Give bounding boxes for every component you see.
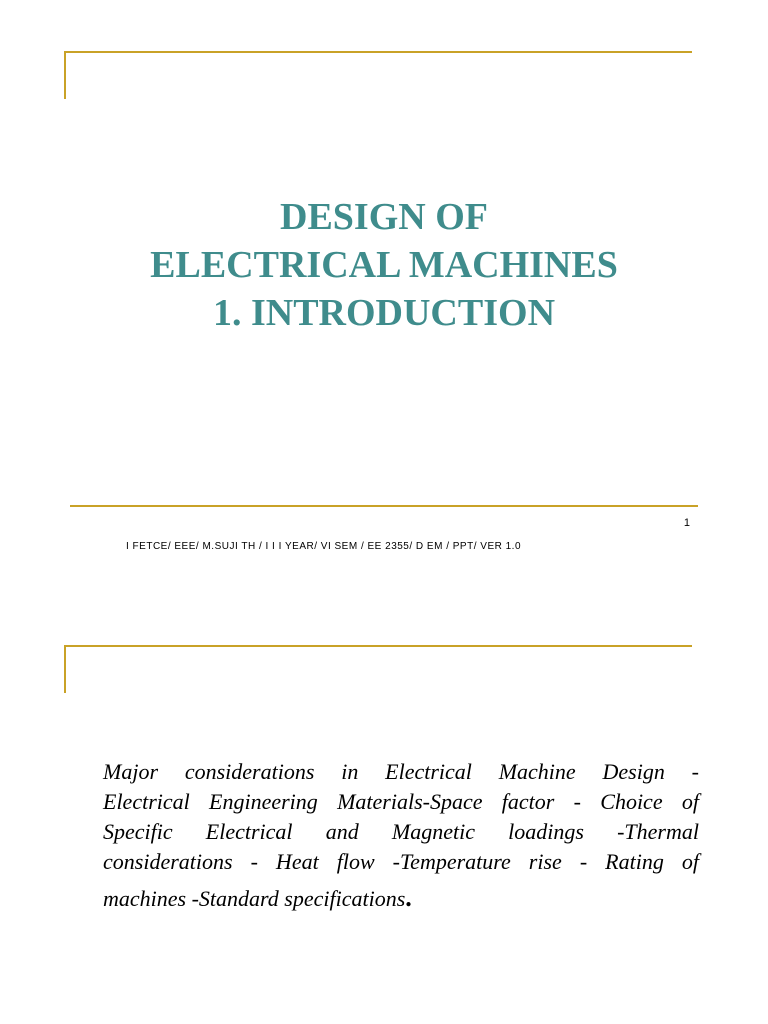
title-line-1: DESIGN OF — [280, 196, 488, 238]
body-line-4: considerations - Heat flow -Temperature rise - Rating of — [103, 849, 699, 874]
body-line-2: Electrical Engineering Materials-Space factor - Choice of — [103, 789, 699, 814]
body-line-3: Specific Electrical and Magnetic loadings -Thermal — [103, 819, 699, 844]
title-line-3: 1. INTRODUCTION — [212, 292, 556, 334]
slide-2 — [0, 590, 768, 1024]
body-line-1: Major considerations in Electrical Machine Design - — [103, 759, 699, 784]
slide-body-text — [103, 757, 699, 914]
bottom-divider-line — [70, 505, 698, 507]
body-line-5: machines -Standard specifications — [103, 886, 406, 911]
left-frame-line — [64, 645, 66, 693]
end-period: . — [405, 883, 412, 912]
left-frame-line — [64, 51, 66, 99]
footer-text: I FETCE/ EEE/ M.SUJI TH / I I I YEAR/ VI SEM / EE 2355/ D EM / PPT/ VER 1.0 — [126, 541, 522, 552]
title-line-2: ELECTRICAL MACHINES — [150, 244, 618, 286]
top-frame-line — [64, 51, 692, 53]
page-number: 1 — [683, 517, 690, 529]
body-line-5-wrapper — [103, 883, 699, 914]
slide-title — [0, 193, 768, 337]
top-frame-line — [64, 645, 692, 647]
